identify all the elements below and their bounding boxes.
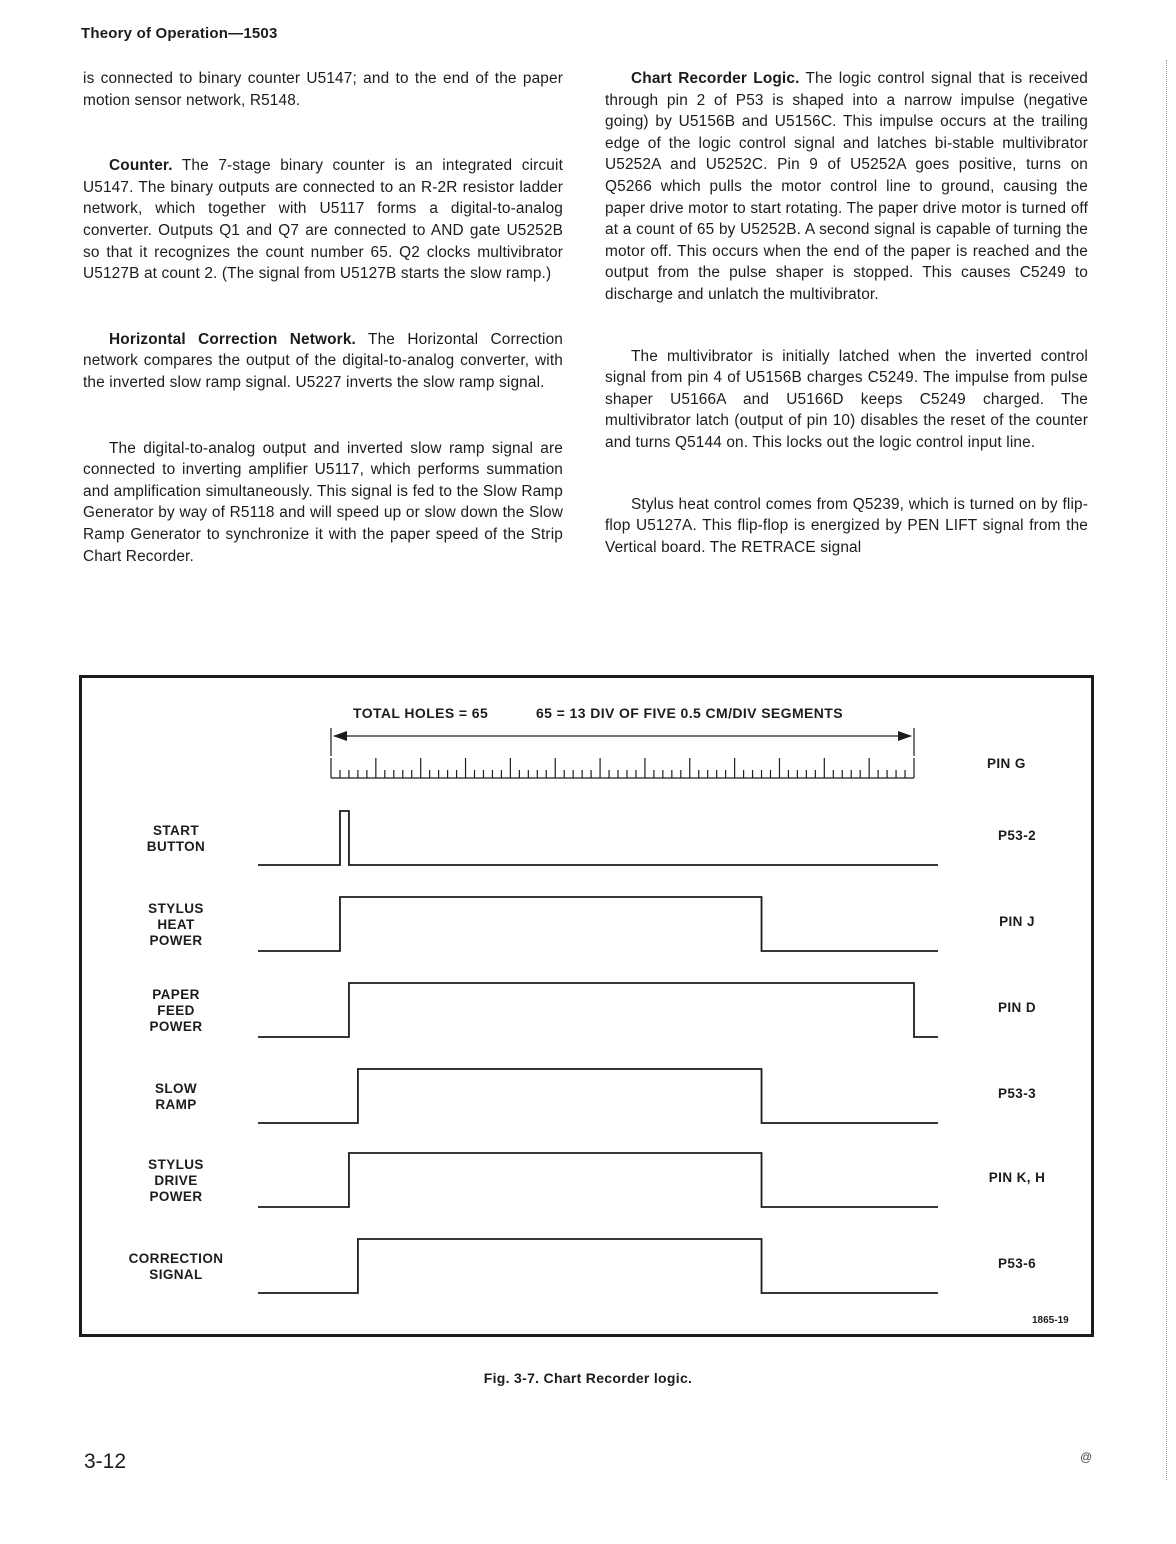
counter-text: The 7-stage binary counter is an integrated circuit U5147. The binary outputs are connected to an R-2R resistor ladder network, which together with U5117 forms a digital-to-analog converter. Outputs Q1 and Q7 are connected to AND gate U5252B so that it recognizes the count number 65. Q2 clocks multivibrator U5127B at count 2. (The signal from U5127B starts the slow ramp.) xyxy=(83,157,563,283)
signal-trace-2 xyxy=(258,897,938,951)
timing-diagram-frame xyxy=(79,675,1094,1337)
chart-recorder-logic-heading: Chart Recorder Logic. xyxy=(631,70,800,87)
figure-caption: Fig. 3-7. Chart Recorder logic. xyxy=(483,1370,693,1386)
signal-pin-label: PIN D xyxy=(997,1000,1037,1015)
signal-pin-label: P53-6 xyxy=(997,1256,1037,1271)
page-header: Theory of Operation—1503 xyxy=(81,25,278,42)
arrow-right-head xyxy=(898,731,912,741)
left-column xyxy=(83,68,563,567)
signal-label-line: BUTTON xyxy=(146,839,206,854)
signal-label-line: PAPER xyxy=(152,987,200,1002)
signal-label-line: FEED xyxy=(157,1003,195,1018)
division-label: 65 = 13 DIV OF FIVE 0.5 CM/DIV SEGMENTS xyxy=(536,705,843,721)
signal-label-line: POWER xyxy=(149,1189,203,1204)
signal-label-line: DRIVE xyxy=(154,1173,198,1188)
stylus-heat-paragraph: Stylus heat control comes from Q5239, which is turned on by flip-flop U5127A. This flip-flop is energized by PEN LIFT signal from the Vertical board. The RETRACE signal xyxy=(605,495,1088,556)
latch-paragraph: The multivibrator is initially latched when the inverted control signal from pin 4 of U5156B charges C5249. The impulse from pulse shaper U5166A and U5166D keeps C5249 charged. The multivibrator latch (output of pin 10) disables the reset of the counter and turns Q5144 on. This locks out the logic control input line. xyxy=(605,347,1088,451)
signal-pin-label: PIN K, H xyxy=(988,1170,1046,1185)
span-arrow xyxy=(331,728,914,756)
horizontal-correction-heading: Horizontal Correction Network. xyxy=(109,330,356,348)
signal-label-line: SIGNAL xyxy=(149,1267,203,1282)
ruler-pin-label: PIN G xyxy=(987,756,1026,771)
horizontal-correction-text: The Horizontal Correction network compares the output of the digital-to-analog converter, with the inverted slow ramp signal. U5227 inverts the slow ramp signal. xyxy=(83,330,563,391)
signal-trace-6 xyxy=(258,1239,938,1293)
timing-diagram xyxy=(82,678,1091,1334)
corner-mark: @ xyxy=(1080,1450,1093,1464)
horizontal-correction-paragraph xyxy=(83,329,563,394)
signal-pin-label: P53-3 xyxy=(997,1086,1037,1101)
signal-label-line: POWER xyxy=(149,933,203,948)
signal-label-line: POWER xyxy=(149,1019,203,1034)
signal-label-line: STYLUS xyxy=(148,1157,204,1172)
intro-continuation-paragraph: is connected to binary counter U5147; and to the end of the paper motion sensor network, R5148. xyxy=(83,70,563,109)
hole-ruler xyxy=(331,758,914,778)
counter-paragraph xyxy=(83,155,563,285)
summation-paragraph: The digital-to-analog output and inverted slow ramp signal are connected to inverting amplifier U5117, which performs summation and amplification simultaneously. This signal is fed to the Slow Ramp Generator by way of R5118 and will speed up or slow down the Slow Ramp Generator to synchronize it with the paper speed of the Strip Chart Recorder. xyxy=(83,439,563,565)
signal-label-line: SLOW xyxy=(154,1081,198,1096)
signal-label-line: START xyxy=(153,823,199,838)
signal-pin-label: P53-2 xyxy=(997,828,1037,843)
figure-number: 1865-19 xyxy=(1032,1315,1069,1326)
signal-label-line: CORRECTION xyxy=(128,1251,224,1266)
signal-trace-3 xyxy=(258,983,938,1037)
signal-trace-1 xyxy=(258,811,938,865)
signal-label-line: HEAT xyxy=(157,917,195,932)
total-holes-label: TOTAL HOLES = 65 xyxy=(353,705,489,721)
page-number: 3-12 xyxy=(84,1450,127,1473)
arrow-left-head xyxy=(333,731,347,741)
binder-edge xyxy=(1166,60,1170,1480)
signal-trace-5 xyxy=(258,1153,938,1207)
right-column xyxy=(605,68,1088,558)
signal-label-line: STYLUS xyxy=(148,901,204,916)
counter-heading: Counter. xyxy=(109,157,173,175)
signal-trace-4 xyxy=(258,1069,938,1123)
signal-pin-label: PIN J xyxy=(999,914,1035,929)
signal-label-line: RAMP xyxy=(155,1097,197,1112)
chart-recorder-logic-text: The logic control signal that is received through pin 2 of P53 is shaped into a narrow impulse (negative going) by U5156B and U5156C. This impulse occurs at the trailing edge of the logic control signal and latches bi-stable multivibrator U5252A and U5252C. Pin 9 of U5252A goes positive, turns on Q5266 which pulls the motor control line to ground, causing the paper drive motor to start rotating. The paper drive motor is turned off at a count of 65 by U5252B. A second signal is capable of turning the motor off. This occurs when the end of the paper is reached and the output from the pulse shaper is stopped. This causes C5249 to discharge and unlatch the multivibrator. xyxy=(605,70,1088,303)
chart-recorder-logic-paragraph xyxy=(605,68,1088,306)
signal-traces xyxy=(129,811,1046,1293)
